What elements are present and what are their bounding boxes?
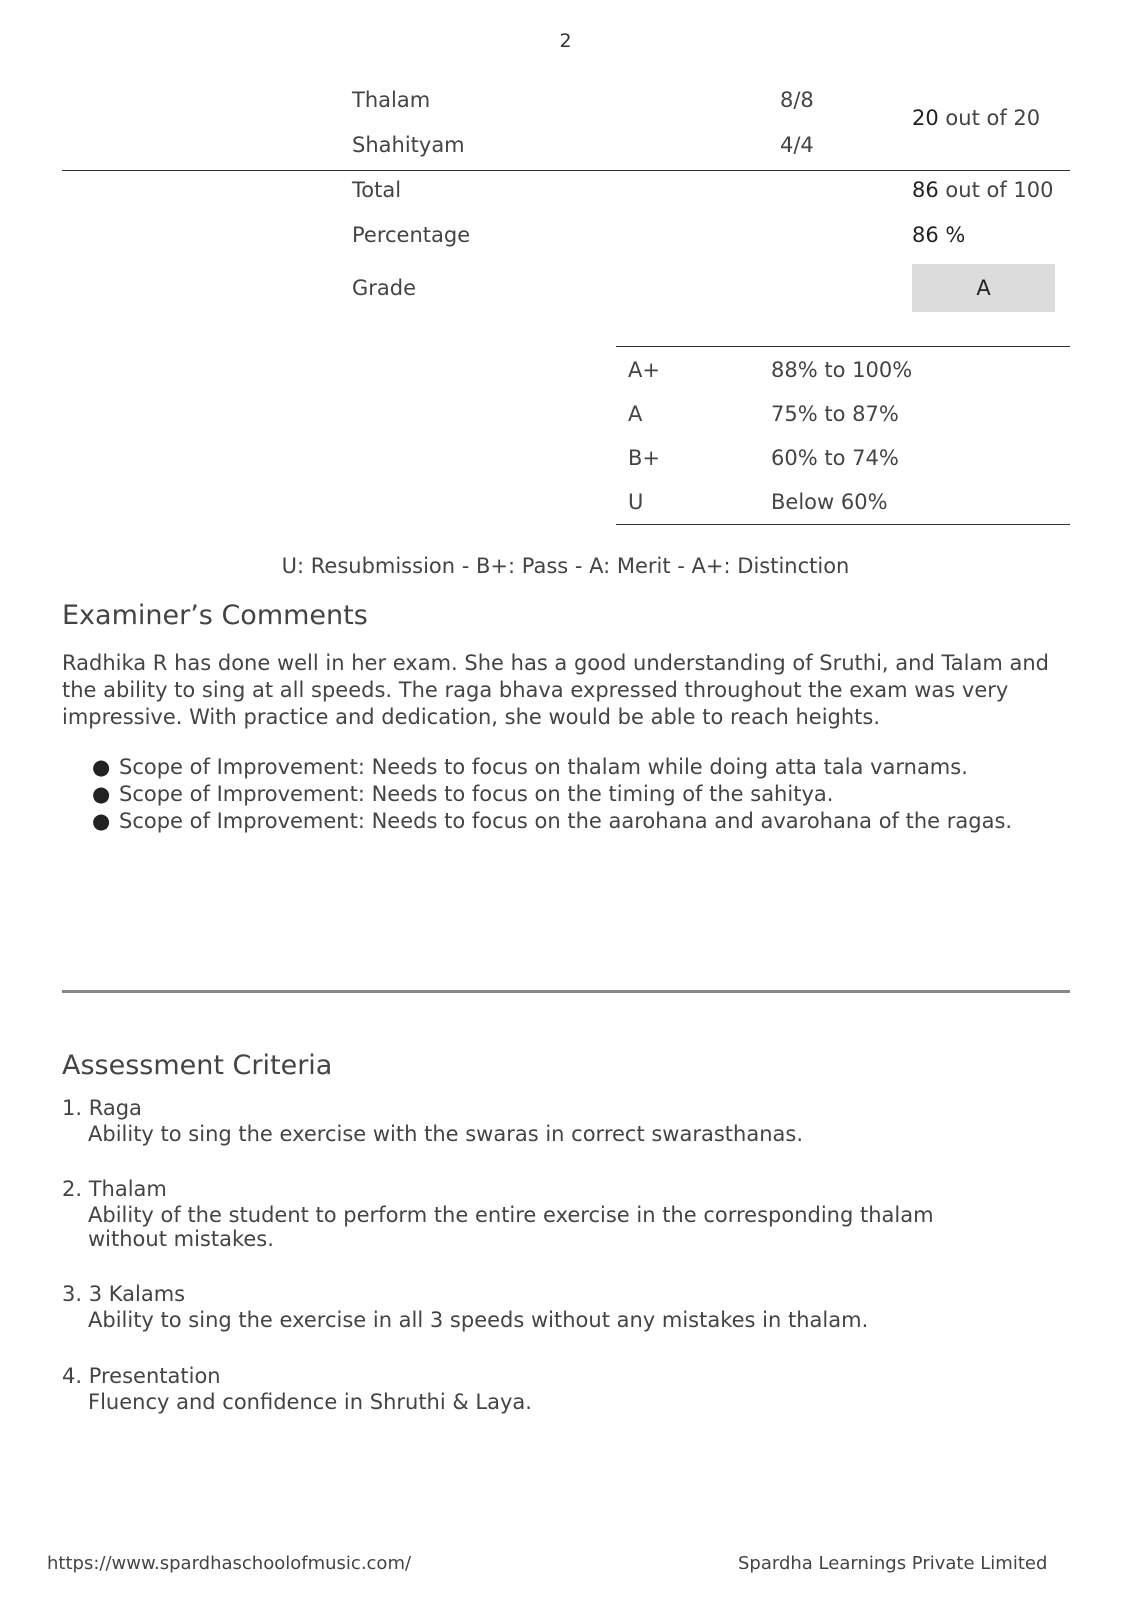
list-item-text: Scope of Improvement: Needs to focus on the timing of the sahitya. — [119, 782, 834, 806]
criteria-section — [62, 1050, 332, 1081]
grade-scale-bottom-rule — [616, 524, 1070, 525]
total-score-suffix: out of 100 — [945, 178, 1054, 202]
criteria-item-title: 1. Raga — [62, 1096, 142, 1120]
marks-divider — [62, 170, 1070, 171]
grade-scale-grade: A+ — [628, 358, 660, 382]
list-item-text: Scope of Improvement: Needs to focus on the aarohana and avarohana of the ragas. — [119, 809, 1013, 833]
grade-scale-range: 60% to 74% — [771, 446, 899, 470]
grade-scale-grade: B+ — [628, 446, 661, 470]
criteria-item-title: 3. 3 Kalams — [62, 1282, 186, 1306]
list-item — [62, 781, 1052, 808]
grade-scale-grade: A — [628, 402, 643, 426]
comments-heading: Examiner’s Comments — [62, 600, 368, 631]
grade-badge — [912, 264, 1055, 312]
criteria-item-desc: Ability to sing the exercise in all 3 speeds without any mistakes in thalam. — [88, 1308, 869, 1332]
section-score — [912, 106, 1040, 130]
total-label: Total — [352, 178, 402, 202]
total-score — [912, 178, 1054, 202]
comments-paragraph: Radhika R has done well in her exam. She has a good understanding of Sruthi, and Talam and the ability to sing at all speeds. The raga bhava expressed throughout the exam was very impressive. With practice and dedication, she would be able to reach heights. — [62, 651, 1050, 729]
section-score-suffix: out of 20 — [945, 106, 1041, 130]
grade-legend: U: Resubmission - B+: Pass - A: Merit - A+: Distinction — [281, 554, 850, 578]
grade-value: A — [976, 276, 991, 300]
marks-row-label: Shahityam — [352, 133, 465, 157]
section-score-value: 20 — [912, 106, 939, 130]
criteria-item — [62, 1280, 1062, 1332]
total-score-value: 86 — [912, 178, 939, 202]
bullet-icon: ● — [92, 782, 111, 806]
grade-scale-range: 75% to 87% — [771, 402, 899, 426]
criteria-item — [62, 1094, 1062, 1146]
criteria-item — [62, 1362, 1062, 1414]
marks-row-score: 4/4 — [780, 133, 814, 157]
list-item — [62, 808, 1052, 835]
bullet-icon: ● — [92, 755, 111, 779]
marks-row-label: Thalam — [352, 88, 431, 112]
grade-scale-top-rule — [616, 346, 1070, 347]
grade-scale-range: Below 60% — [771, 490, 888, 514]
grade-label: Grade — [352, 276, 417, 300]
grade-scale-grade: U — [628, 490, 644, 514]
footer-url[interactable]: https://www.spardhaschoolofmusic.com/ — [47, 1553, 412, 1574]
criteria-item-desc: Fluency and confidence in Shruthi & Laya. — [88, 1390, 532, 1414]
percentage-label: Percentage — [352, 223, 471, 247]
page-number: 2 — [559, 30, 572, 52]
marks-row-score: 8/8 — [780, 88, 814, 112]
criteria-item-title: 4. Presentation — [62, 1364, 221, 1388]
list-item — [62, 754, 1052, 781]
criteria-item — [62, 1175, 1062, 1251]
list-item-text: Scope of Improvement: Needs to focus on thalam while doing atta tala varnams. — [119, 755, 968, 779]
criteria-item-title: 2. Thalam — [62, 1177, 167, 1201]
bullet-icon: ● — [92, 809, 111, 833]
section-separator — [62, 990, 1070, 993]
grade-scale-range: 88% to 100% — [771, 358, 913, 382]
criteria-heading: Assessment Criteria — [62, 1050, 333, 1081]
criteria-item-desc: Ability of the student to perform the entire exercise in the corresponding thalam without mistakes. — [88, 1203, 934, 1251]
footer-company: Spardha Learnings Private Limited — [738, 1553, 1048, 1574]
comments-section — [62, 600, 368, 631]
improvement-list — [62, 754, 1052, 835]
percentage-value: 86 % — [912, 223, 966, 247]
criteria-item-desc: Ability to sing the exercise with the swaras in correct swarasthanas. — [88, 1122, 803, 1146]
